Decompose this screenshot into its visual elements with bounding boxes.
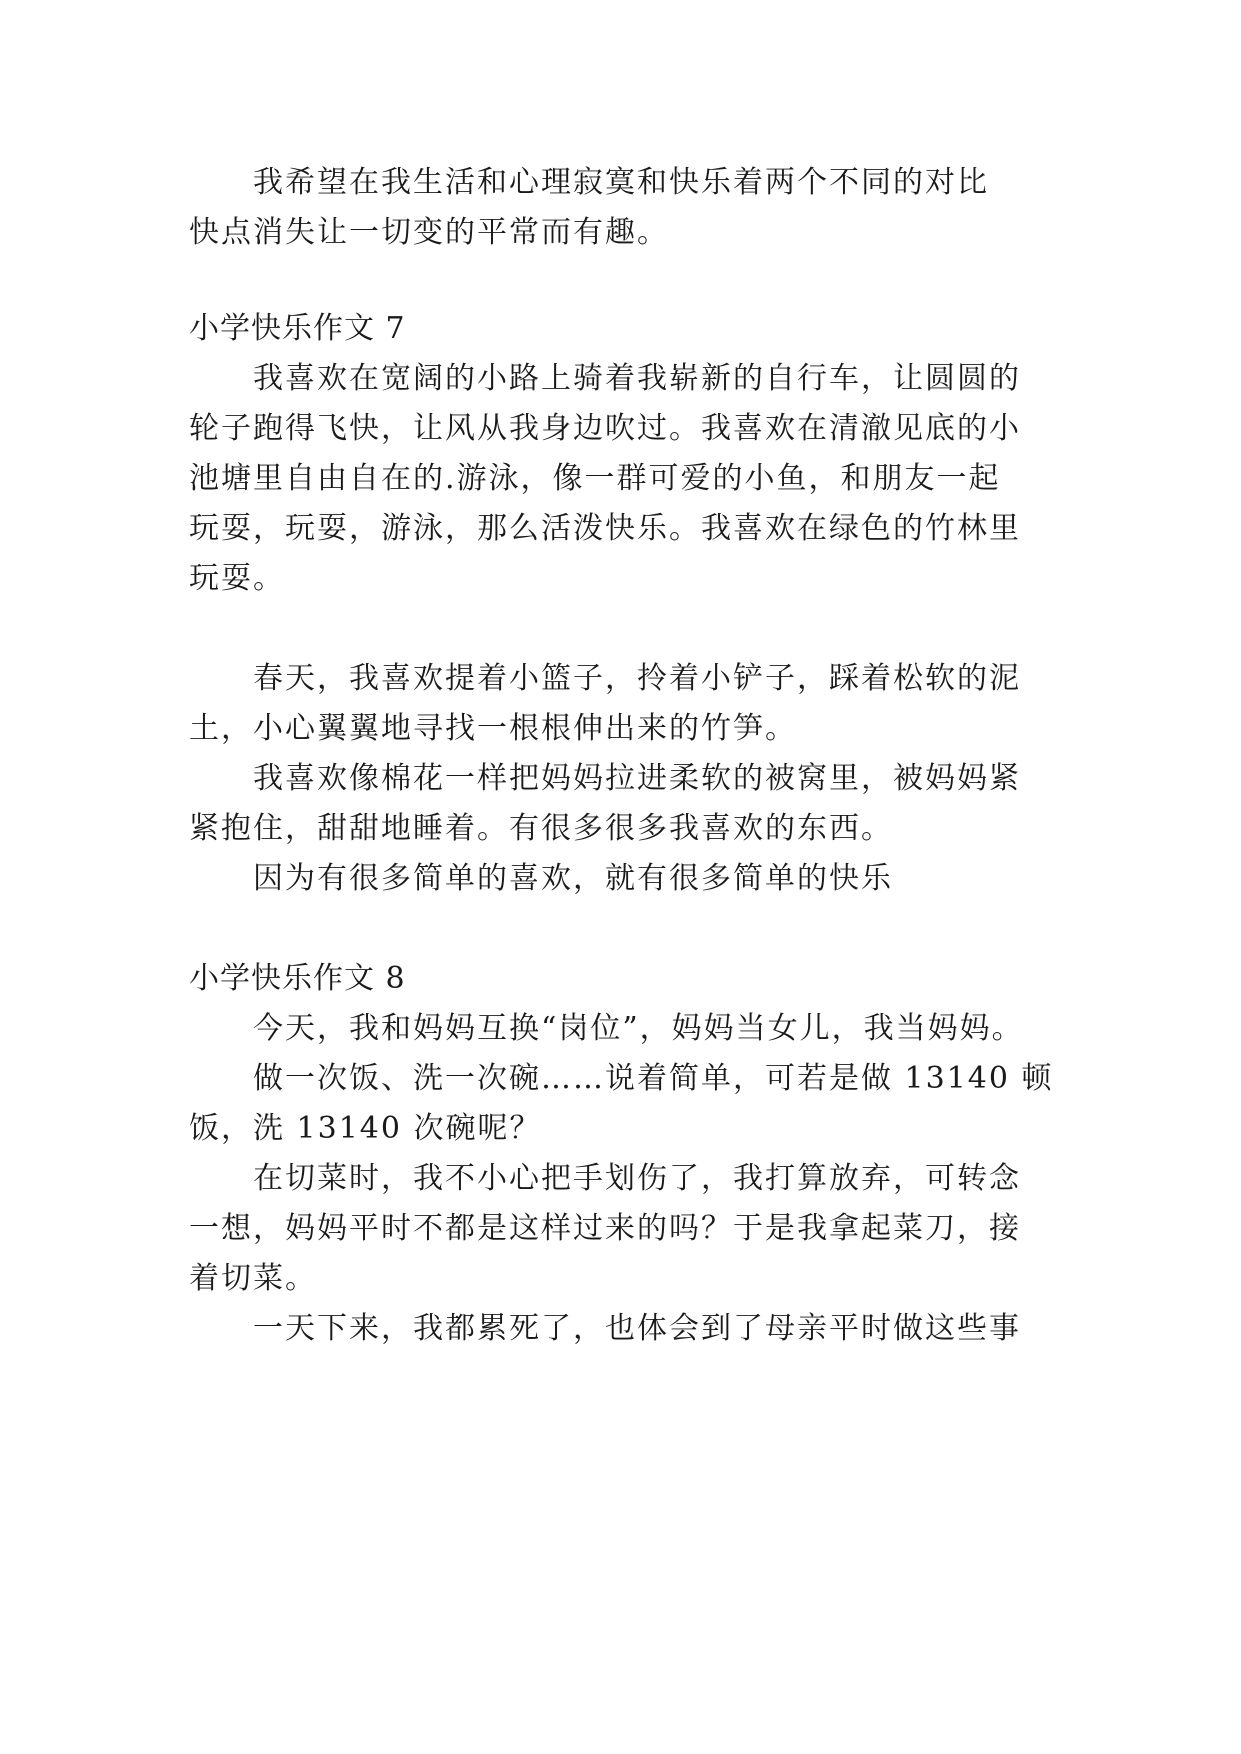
paragraph-line: 我喜欢在宽阔的小路上骑着我崭新的自行车，让圆圆的 (253, 361, 1021, 396)
paragraph (189, 1154, 1052, 1304)
paragraph-line: 在切菜时，我不小心把手划伤了，我打算放弃，可转念 (253, 1161, 1021, 1196)
paragraph-line: 玩耍，玩耍，游泳，那么活泼快乐。我喜欢在绿色的竹林里 (189, 511, 1021, 546)
paragraph (189, 1054, 1052, 1154)
section-heading: 小学快乐作文 8 (189, 961, 406, 996)
paragraph-line: 春天，我喜欢提着小篮子，拎着小铲子，踩着松软的泥 (253, 661, 1021, 696)
paragraph-line: 土，小心翼翼地寻找一根根伸出来的竹笋。 (189, 711, 797, 746)
paragraph-gap (189, 904, 1052, 954)
paragraph-line: 玩耍。 (189, 561, 285, 596)
paragraph-line: 紧抱住，甜甜地睡着。有很多很多我喜欢的东西。 (189, 811, 893, 846)
paragraph-gap (189, 604, 1052, 654)
paragraph-line: 我希望在我生活和心理寂寞和快乐着两个不同的对比 (253, 165, 989, 200)
paragraph-line: 一想，妈妈平时不都是这样过来的吗？于是我拿起菜刀，接 (189, 1211, 1021, 1246)
paragraph-line: 快点消失让一切变的平常而有趣。 (189, 215, 669, 250)
paragraph-line: 池塘里自由自在的.游泳，像一群可爱的小鱼，和朋友一起 (189, 461, 1001, 496)
section-heading: 小学快乐作文 7 (189, 311, 406, 346)
paragraph (189, 1004, 1052, 1054)
paragraph-line: 做一次饭、洗一次碗……说着简单，可若是做 13140 顿 (253, 1061, 1054, 1096)
paragraph-gap (189, 258, 1052, 304)
document-body (189, 158, 1052, 1354)
paragraph-line: 今天，我和妈妈互换“岗位”，妈妈当女儿，我当妈妈。 (253, 1011, 1024, 1046)
paragraph (189, 754, 1052, 854)
paragraph (189, 854, 1052, 904)
paragraph (189, 1304, 1052, 1354)
paragraph-line: 一天下来，我都累死了，也体会到了母亲平时做这些事 (253, 1311, 1021, 1346)
paragraph (189, 654, 1052, 754)
paragraph-line: 我喜欢像棉花一样把妈妈拉进柔软的被窝里，被妈妈紧 (253, 761, 1021, 796)
paragraph-line: 饭，洗 13140 次碗呢？ (189, 1111, 542, 1146)
paragraph-line: 轮子跑得飞快，让风从我身边吹过。我喜欢在清澈见底的小 (189, 411, 1021, 446)
paragraph-line: 着切菜。 (189, 1261, 317, 1296)
paragraph-line: 因为有很多简单的喜欢，就有很多简单的快乐 (253, 861, 893, 896)
paragraph (189, 354, 1052, 604)
paragraph (189, 158, 1052, 258)
